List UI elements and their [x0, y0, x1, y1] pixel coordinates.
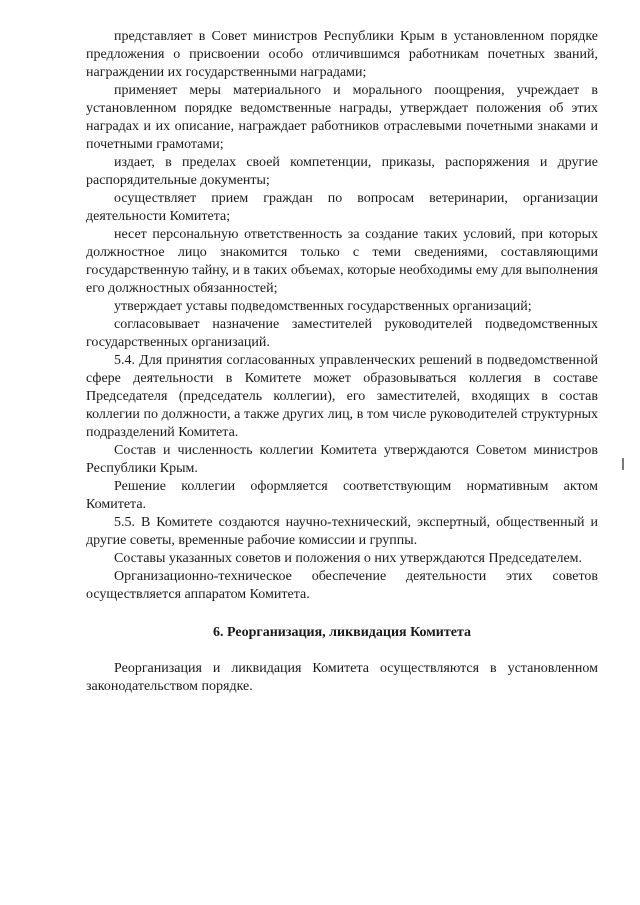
document-body — [86, 28, 598, 696]
paragraph-10: Решение коллегии оформляется соответствующим нормативным актом Комитета. — [86, 479, 598, 512]
paragraph-3: издает, в пределах своей компетенции, приказы, распоряжения и другие распорядительные документы; — [86, 155, 598, 188]
section-heading: 6. Реорганизация, ликвидация Комитета — [212, 625, 472, 640]
paragraph-13: Организационно-техническое обеспечение деятельности этих советов осуществляется аппаратом Комитета. — [86, 569, 598, 602]
paragraph-4: осуществляет прием граждан по вопросам ветеринарии, организации деятельности Комитета; — [86, 191, 598, 224]
paragraph-8: 5.4. Для принятия согласованных управленческих решений в подведомственной сфере деятельности в Комитете может образовываться коллегия в составе Председателя (председатель коллегии), его заместителей, входящих в состав коллегии по должности, а также других лиц, в том числе руководителей структурных подразделений Комитета. — [86, 353, 598, 440]
paragraph-2: применяет меры материального и морального поощрения, учреждает в установленном порядке ведомственные награды, утверждает положения об этих наградах и их описание, награждает работников отраслевыми почетными знаками и почетными грамотами; — [86, 83, 598, 152]
paragraph-5: несет персональную ответственность за создание таких условий, при которых должностное лицо знакомится только с теми сведениями, составляющими государственную тайну, и в таких объемах, которые необходимы ему для выполнения его должностных обязанностей; — [86, 227, 598, 296]
paragraph-1: представляет в Совет министров Республики Крым в установленном порядке предложения о присвоении особо отличившимся работникам почетных званий, награждении их государственными наградами; — [86, 29, 598, 80]
paragraph-12: Составы указанных советов и положения о них утверждаются Председателем. — [114, 551, 583, 566]
margin-mark — [622, 458, 624, 470]
paragraph-11: 5.5. В Комитете создаются научно-технический, экспертный, общественный и другие советы, временные рабочие комиссии и группы. — [86, 515, 598, 548]
final-paragraph: Реорганизация и ликвидация Комитета осуществляются в установленном законодательством порядке. — [86, 661, 598, 694]
paragraph-9: Состав и численность коллегии Комитета утверждаются Советом министров Республики Крым. — [86, 443, 598, 476]
paragraph-6: утверждает уставы подведомственных государственных организаций; — [114, 299, 532, 314]
paragraph-7: согласовывает назначение заместителей руководителей подведомственных государственных организаций. — [86, 317, 598, 350]
